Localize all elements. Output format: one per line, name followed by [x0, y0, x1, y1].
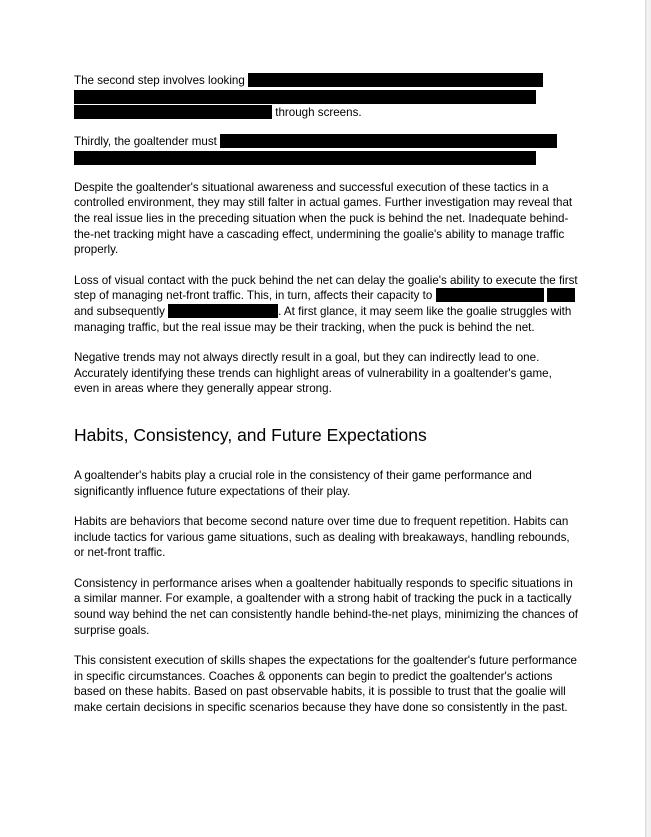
redaction-bar [220, 134, 557, 148]
paragraph-situational-awareness: Despite the goaltender's situational awareness and successful execution of these tactics in a controlled environment, they may still falter in actual games. Further investigation may reveal that the real issue lies in the preceding situation when the puck is behind the net. Inadequate behind-the-net tracking might have a cascading effect, undermining the goalie's ability to manage traffic properly. [74, 180, 573, 257]
paragraph-habits-definition: Habits are behaviors that become second nature over time due to frequent repetition. Habits can include tactics for various game situations, such as dealing with breakaways, handling rebounds, or net-front traffic. [74, 515, 570, 560]
paragraph-second-step: The second step involves looking through screens. [74, 73, 579, 120]
redaction-bar [168, 304, 278, 318]
redaction-bar [547, 288, 575, 302]
redaction-bar [74, 90, 536, 104]
redaction-bar [248, 73, 543, 87]
paragraph-thirdly: Thirdly, the goaltender must [74, 134, 579, 165]
paragraph-consistency: Consistency in performance arises when a goaltender habitually responds to specific situations in a similar manner. For example, a goaltender with a strong habit of tracking the puck in a tactically sound way behind the net can consistently handle behind-the-net plays, minimizing the chances of surprise goals. [74, 576, 578, 637]
section-heading: Habits, Consistency, and Future Expectations [74, 424, 427, 445]
paragraph-loss-of-visual-contact: Loss of visual contact with the puck behind the net can delay the goalie's ability to execute the first step of managing net-front traffic. This, in turn, affects their capacity to and subsequently . At first glance, it may seem like the goalie struggles with managing traffic, but the real issue may be their tracking, when the puck is behind the net. [74, 273, 578, 334]
redaction-bar [74, 105, 272, 119]
redaction-bar [436, 288, 544, 302]
document-body [74, 73, 579, 716]
paragraph-habits-role: A goaltender's habits play a crucial role in the consistency of their game performance and significantly influence future expectations of their play. [74, 468, 532, 498]
redaction-bar [74, 151, 536, 165]
page-edge-shadow [645, 0, 651, 837]
paragraph-expectations: This consistent execution of skills shapes the expectations for the goaltender's future performance in specific circumstances. Coaches & opponents can begin to predict the goaltender's actions based on these habits. Based on past observable habits, it is possible to trust that the goalie will make certain decisions in specific scenarios because they have done so consistently in the past. [74, 654, 577, 715]
paragraph-negative-trends: Negative trends may not always directly result in a goal, but they can indirectly lead to one. Accurately identifying these trends can highlight areas of vulnerability in a goaltender's game, even in areas where they generally appear strong. [74, 351, 552, 396]
